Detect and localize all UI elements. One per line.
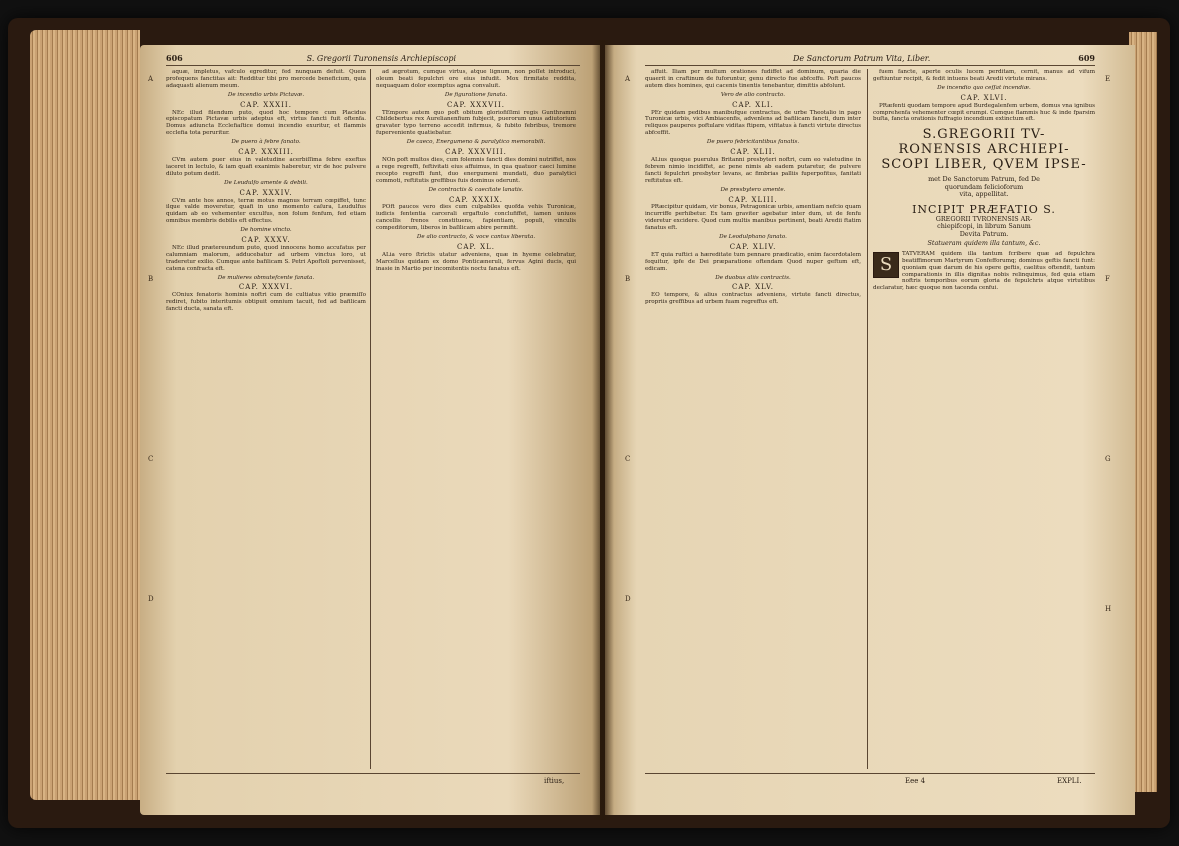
paragraph: ad ægrotum, cumque virtus, atque lignum, non poſſet introduci, oleum beati fepulchri ore eius infudit. Mox firmitate reddita, nequaquam dolor exemptus agna convaluit. [376,69,576,89]
incipit-heading: INCIPIT PRÆFATIO S. [912,202,1056,216]
margin-letter: G [1105,455,1111,463]
right-catchword: EXPLI. [1057,777,1082,785]
right-col-2 [873,69,1095,769]
section-subtitle: De puero febricitantibus fanatis. [706,139,800,146]
right-footer-rule [645,773,1095,774]
left-column-rule [370,69,371,769]
chapter-heading: CAP. XXXVI. [238,283,294,292]
paragraph: fuem fancte, aperte oculis lucem perditam, cernit, manus ad vifum geftiuntur recipit, & fedit intuens beati Aredii virtute mirans. [873,69,1095,82]
chapter-heading: CAP. XLI. [732,100,774,109]
paragraph: aquæ, impletus, vafculo egreditur, fed nunquam defuit. Quem profequens fanctitas ait: Redditur tibi pro mercede beneficium, quia adaquasti alienum meum. [166,69,366,89]
paragraph: NEc illud filendum puto, quod hoc tempore cum Placidus episcopatum Pictavæ urbis adeptus eft, virtus fancti fuit oftenfa. Domus adiuncta Ecclefiaſtice domui incendio exuritur, et flammis ecclefia tota peruritur. [166,109,366,137]
book-subtitle [873,176,1095,199]
margin-letter: C [148,455,154,463]
chapter-heading: CAP. XXXIII. [238,148,294,157]
incipit-line: Statueram quidem illa tantum, &c. [927,239,1041,248]
section-subtitle: De incendio quo ceſſat incendiæ. [937,84,1031,91]
margin-letter: D [148,595,154,603]
incipit-subheading [873,216,1095,248]
paragraph: POft paucos vero dies cum culpabiles quofda vehis Turonicæ, iudicis fententia carcerali ergaftulo conclufiffet, iamen uniuos cancellis frenos constituens, fapientiam, populi, vinculis compeditorum, liberos in baſilicam abire permifit. [376,204,576,232]
section-subtitle: De incendio urbis Pictavæ. [227,91,305,98]
margin-letter: E [1105,75,1111,83]
paragraph: PEr quidam pedibus manibufque contractus, de urbe Theotalio in pago Turonicæ urbis, vici Ambiacenfis, advenlens ad bafilicam fancti, dum inter reliquos pauperes poftulare viditas ftipem, vifitatus à fancti virtute directus abfceffit. [645,109,861,137]
section-subtitle: De caeco, Energumeno & paralytico memorabili. [406,139,546,146]
right-running-head: De Sanctorum Patrum Vita, Liber. [792,53,931,63]
incipit-line: Devita Patrum. [959,229,1009,238]
left-col-1 [166,69,366,769]
paragraph [873,251,1095,292]
paragraph: NOn poft multos dies, cum folemnis fancti dies domini nutriffet, nos a rege regreffi, feftivitati eius affuimus, in qua quatuor caeci lumine recepto regreffi funt, duo energumeni mundati, duo paralytici commoti, reftitutis greffibus fuis dominus oderunt. [376,156,576,184]
margin-letter: F [1105,275,1110,283]
section-subtitle: De puero à febre fanato. [231,139,301,146]
book-gutter [592,40,614,820]
section-subtitle: De presbytero amente. [720,186,786,193]
left-header-rule [166,65,580,66]
signature-mark: Eee 4 [905,777,926,785]
paragraph: CVm ante hos annos, terræ motus magnus terram cœpiffet, tunc ilque valde moveretur, quafi in uno momento caſura, Leudulfus quidam ab eo vehementer exculfus, non folum fenfum, fed etiam omnibus membris debilis eft effectus. [166,197,366,225]
right-column-rule [867,69,868,769]
left-catchword: iftius, [544,777,565,785]
chapter-heading: CAP. XLII. [730,148,776,157]
margin-letter: B [148,275,154,283]
chapter-heading: CAP. XXXV. [241,236,291,245]
paragraph: PRæfenti quodam tempore apud Burdegalenfem urbem, domus vna ignibus comprehenfa vehementer cœpit erumpi. Cumque flammis huc & inde fparsim buſta, fancta orationis fuffragio incendium extinctum eft. [873,102,1095,123]
paragraph: CVm autem puer eius in valetudine acerbiſſima febre exeftus iaceret in lectulo, & iam quafi exanimis haberetur, vir de hoc pulvere diluto potum dedit. [166,156,366,177]
paragraph: affuit. Iliam per multum orationes fudiffet ad dominum, quaria die quaerit in craftinum de fuforuntur, genu directo fue abfceffu. Poft paucos autem dies homines, qui cacenis tinentis tenebantur, dimittis abfolunt. [645,69,861,89]
right-col-1 [645,69,861,769]
left-col-2 [376,69,576,769]
chapter-heading: CAP. XLIV. [729,242,777,251]
chapter-heading: CAP. XXXVII. [447,100,505,109]
paragraph: TEmpore autem quo poft obitum gloriofiſſimi regis Gunthramni Childebertus rex Aurelianenfium fubjecit, puerorum unus adiutorium gravater typo terreno accedit infirmus, & fubito febribus, tremore fuperveniente quatiebatur. [376,109,576,137]
chapter-heading: CAP. XXXIX. [448,195,504,204]
title-line: S.GREGORII TV- [922,127,1046,143]
section-subtitle: De contractis & caecitate lanatis. [428,186,524,193]
page-edges-left [30,30,140,800]
left-page [140,45,600,815]
chapter-heading: CAP. XLV. [731,283,774,292]
left-page-number: 606 [166,53,183,63]
section-subtitle: De homine vincto. [240,227,292,234]
section-subtitle: De mulieres obmutefcente fanata. [217,274,315,281]
margin-letter: D [625,595,631,603]
margin-letter: B [625,275,631,283]
margin-letter: A [148,75,154,83]
chapter-heading: CAP. XLVI. [960,93,1008,102]
subtitle-line: vita, appellitat. [959,190,1009,199]
paragraph: NEc illud prætereundum puto, quod innocens homo accufatus per calumniam malorum, adducebatur ad urbem vinctus loro, ut traderetur exilio. Cumque ante bafilicam S. Petri Apoftoli pervenisset, catena confracta eft. [166,244,366,272]
left-footer-rule [166,773,580,774]
section-subtitle: De Leodulphano fanato. [719,234,787,241]
section-subtitle: De duobus aliis contractis. [715,274,791,281]
section-subtitle: Vero de alio contracto. [720,91,786,98]
right-page-number: 609 [1078,53,1095,63]
title-line: RONENSIS ARCHIEPI- [898,142,1070,158]
chapter-heading: CAP. XL. [456,242,495,251]
chapter-heading: CAP. XXXVIII. [445,148,507,157]
paragraph-text: TATVERAM quidem illa tantum fcribere quæ ad fepulchra beatiffimorum Martyrum Confefforumq; dominus geftis fancti funt: quoniam quæ darum de his opere geftis, caelitus oftendit, tantum comparationis in illis dignitas nobis relinquimus, fed quia etiam noftris temporibus eorum gloria de fepulchris atque virtutibus declaratur, hæc quoque non tacenda cenfui. [873,250,1095,292]
right-page [605,45,1135,815]
paragraph: PRæcipitur quidam, vir bonus, Petragonicæ urbis, amentiam nefcio quam incurriffe perhibetur. Ex tam graviter agebatur inter dum, ut de fenfu videretur excidere. Quod cum multis manibus pertinent, beati Aredii ftatim fanatus eft. [645,204,861,232]
paragraph: EO tempore, & alius contractus adveniens, virtute fancti directus, propriis greffibus ad urbem fuam regreffus eft. [645,292,861,306]
chapter-heading: CAP. XXXII. [240,100,292,109]
title-line: SCOPI LIBER, QVEM IPSE- [881,157,1087,173]
ornamental-initial: S [873,252,899,278]
section-subtitle: De Leudulfo amente & debili. [224,179,308,186]
margin-letter: C [625,455,631,463]
book-title [873,127,1095,172]
paragraph: ET quia ruftici a hæreditate tum pennare prædicatio, enim facerdotalem fequitur, ipfe de Dei præparatione oftendam Quod nuper geftum eft, edicam. [645,251,861,272]
subtitle-line: met De Sanctorum Patrum, fed De [928,175,1040,184]
margin-letter: H [1105,605,1112,613]
paragraph: ALius quoque puerulus Britanni presbyteri noftri, cum eo valetudine in febrem nimio incidiffet, ac pene nimis ab eadem putaretur, de pulvere fancti fepulchri presbyter levans, ac fimbrias palliis fuperpofitus, fanitati reftitutus eft. [645,156,861,184]
paragraph: COniux fenatoris hominis noftri cum de cultiatus vitio præmiſſo rediret, fubito interitumis obtipuit omnium tacuit, fed ad bafilicam fancti ducta, sanata eft. [166,292,366,313]
chapter-heading: CAP. XLIII. [728,195,778,204]
section-subtitle: De figuratione fanata. [444,91,508,98]
paragraph: ALia vero ſtrictis utatur adveniens, quæ in hyeme celebratur, Marcellus quidam ex domo Ponticæneruli, fervus Agini ducis, qui inasie in Martio per incomitentis noctu fanatus eft. [376,251,576,272]
margin-letter: A [625,75,631,83]
incipit-line: chiepifcopi, in librum Sanum [937,222,1031,231]
right-running-header [645,53,1095,63]
left-running-header [166,53,580,63]
right-header-rule [645,65,1095,66]
section-subtitle: De alio contracto, & voce cantus liberata. [416,234,536,241]
chapter-heading: CAP. XXXIV. [239,188,293,197]
left-running-head: S. Gregorii Turonensis Archiepiscopi [306,53,457,63]
subtitle-line: quorundam felicioforum [944,182,1024,191]
incipit-line: GREGORII TVRONENSIS AR- [935,214,1033,223]
